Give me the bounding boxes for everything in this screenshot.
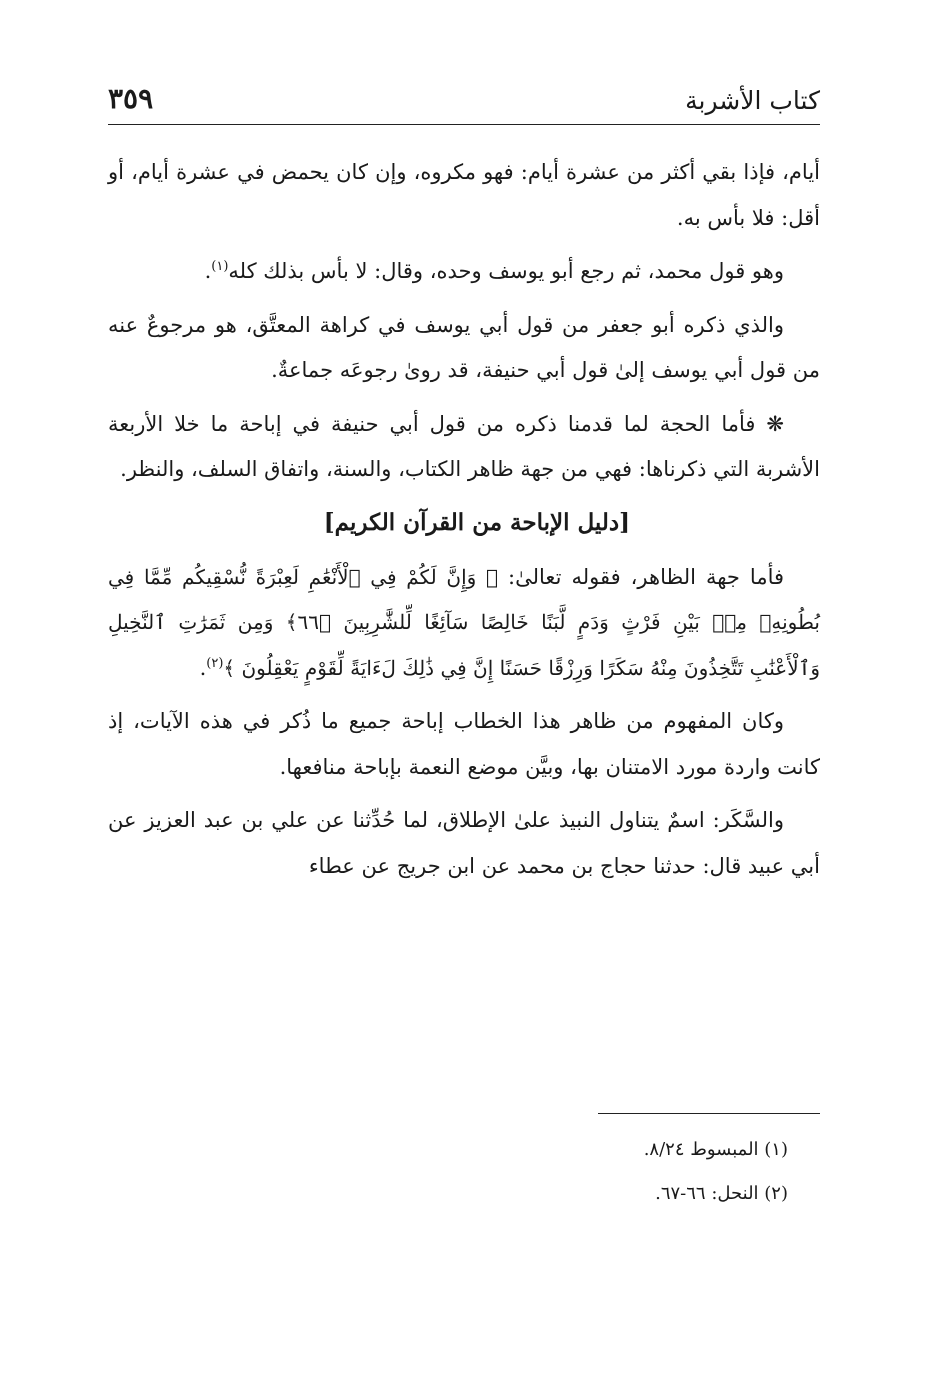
footnote-2: (٢) النحل: ٦٦-٦٧. [655, 1183, 788, 1204]
page-body [108, 150, 820, 897]
paragraph-6: وكان المفهوم من ظاهر هذا الخطاب إباحة جميع ما ذُكر في هذه الآيات، إذ كانت واردة مورد الامتنان بها، وبيَّن موضع النعمة بإباحة منافعها. [108, 709, 820, 779]
paragraph-4: ❋ فأما الحجة لما قدمنا ذكره من قول أبي حنيفة في إباحة ما خلا الأربعة الأشربة التي ذكرناها: فهي من جهة ظاهر الكتاب، والسنة، واتفاق السلف، والنظر. [108, 411, 820, 481]
section-heading: [دليل الإباحة من القرآن الكريم] [323, 508, 630, 536]
paragraph-5-end: . [199, 655, 207, 680]
paragraph-7: والسَّكَر: اسمٌ يتناول النبيذ علىٰ الإطلاق، لما حُدِّثنا عن علي بن عبد العزيز عن أبي عبيد قال: حدثنا حجاج بن محمد عن ابن جريج عن عطاء [108, 808, 820, 878]
paragraph-2-end: . [204, 259, 212, 283]
paragraph-5 [108, 555, 820, 692]
page-number: ٣٥٩ [108, 82, 154, 115]
paragraph-5-intro: فأما جهة الظاهر، فقوله تعالىٰ: [498, 564, 784, 589]
footnote-1: (١) المبسوط ٨/٢٤. [643, 1139, 788, 1160]
quran-verse: ﴿ وَإِنَّ لَكُمْ فِي ٱلْأَنْعَٰمِ لَعِبْرَةً نُّسْقِيكُم مِّمَّا فِي بُطُونِهِۦ مِنۢ بَيْنِ فَرْثٍ وَدَمٍ لَّبَنًا خَالِصًا سَآئِغًا لِّلشَّٰرِبِينَ ﴿٦٦﴾ وَمِن ثَمَرَٰتِ ٱلنَّخِيلِ وَٱلْأَعْنَٰبِ تَتَّخِذُونَ مِنْهُ سَكَرًا وَرِزْقًا حَسَنًا إِنَّ فِي ذَٰلِكَ لَءَايَةً لِّقَوْمٍ يَعْقِلُونَ ﴾ [108, 564, 820, 680]
page-header [108, 78, 820, 125]
footnotes [108, 1128, 788, 1216]
running-title: كتاب الأشربة [685, 86, 820, 115]
paragraph-1: أيام، فإذا بقي أكثر من عشرة أيام: فهو مكروه، وإن كان يحمض في عشرة أيام، أو أقل: فلا بأس به. [108, 160, 820, 230]
paragraph-2-text: وهو قول محمد، ثم رجع أبو يوسف وحده، وقال: لا بأس بذلك كله [228, 259, 784, 283]
footnote-ref-2: (٢) [206, 655, 224, 671]
paragraph-3: والذي ذكره أبو جعفر من قول أبي يوسف في كراهة المعتَّق، هو مرجوعٌ عنه من قول أبي يوسف إلىٰ قول أبي حنيفة، قد روىٰ رجوعَه جماعةٌ. [108, 312, 820, 382]
paragraph-2 [108, 249, 820, 295]
footnote-ref-1: (١) [211, 259, 229, 274]
footnote-divider [598, 1113, 820, 1114]
